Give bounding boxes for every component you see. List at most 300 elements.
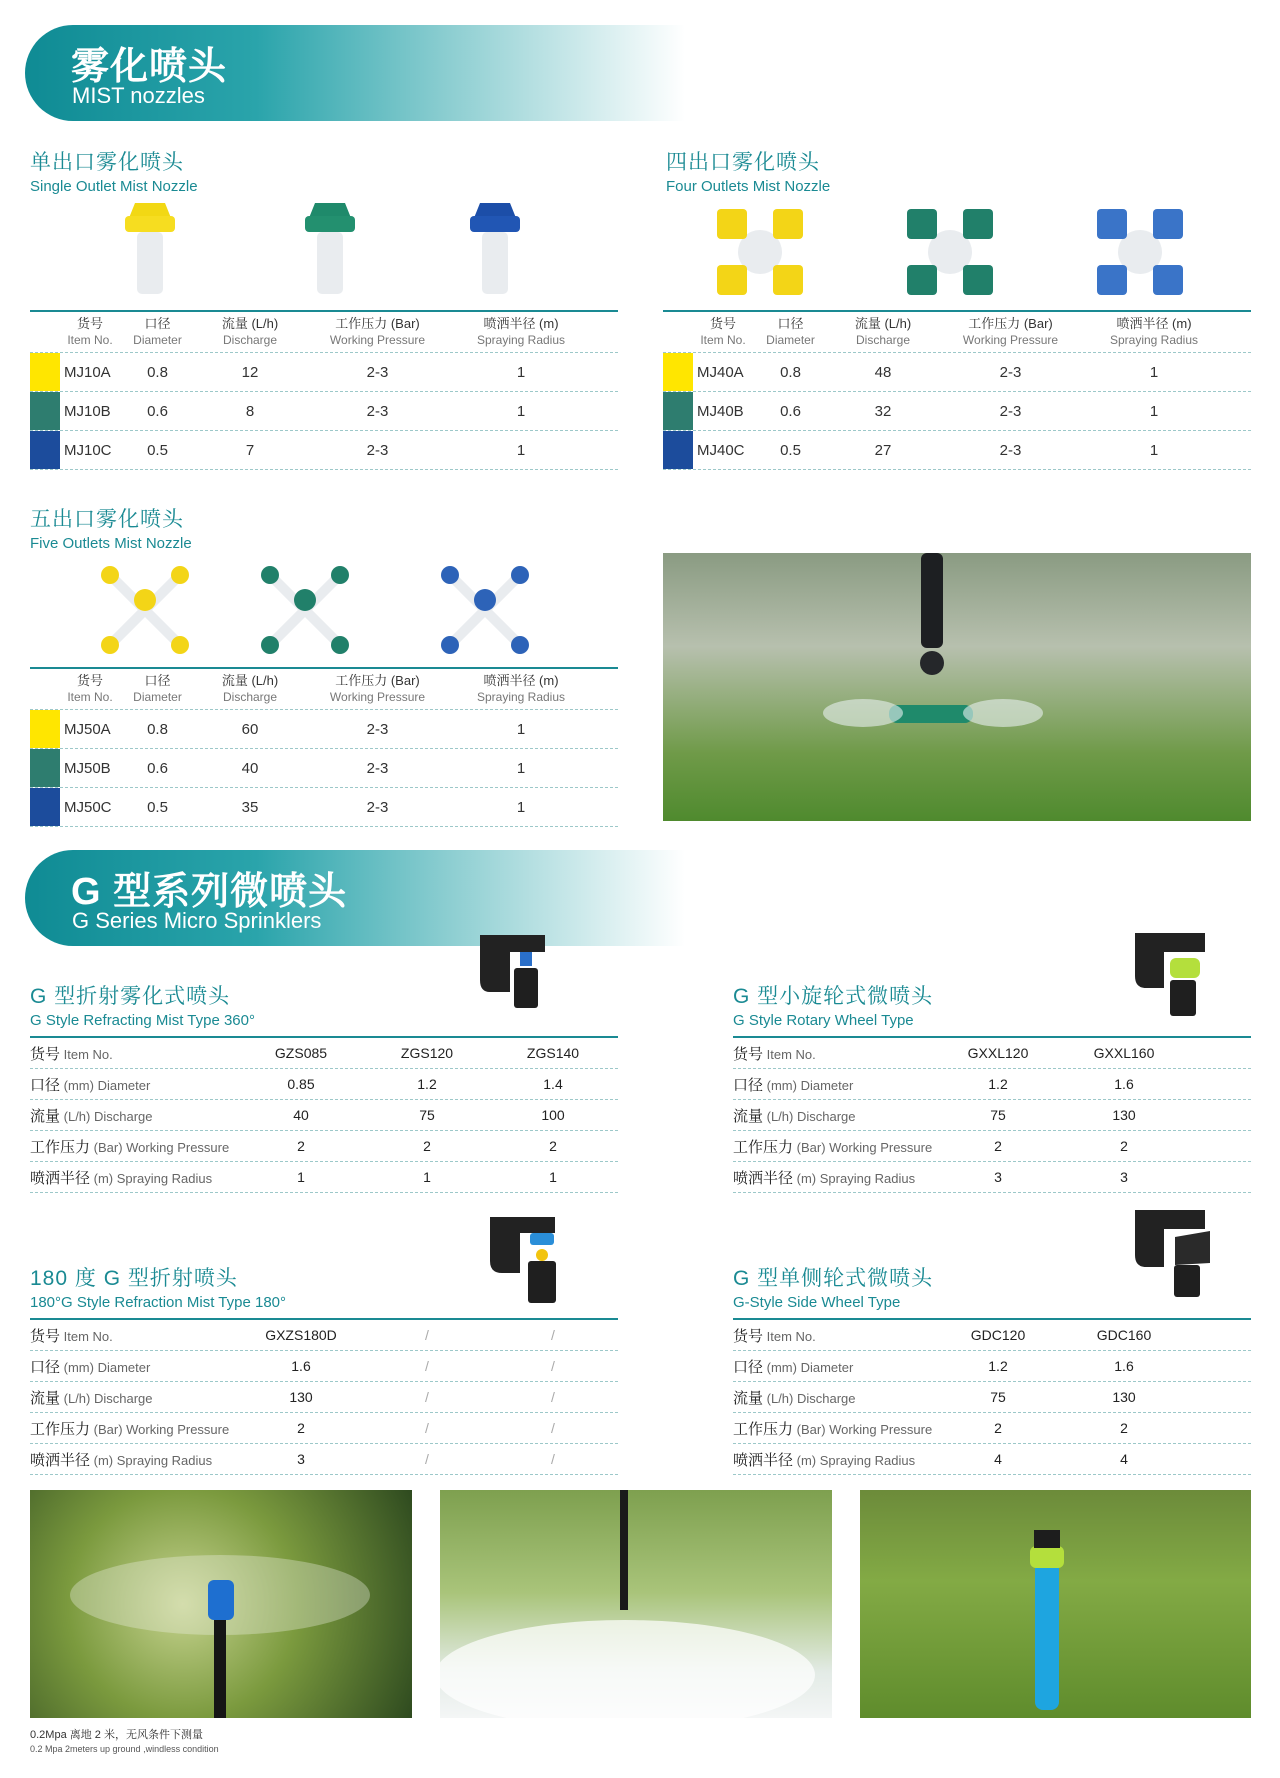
cell-pressure: 2-3 — [366, 363, 389, 381]
lawn-sprinkler-photo — [860, 1490, 1251, 1718]
spec-value: 40 — [293, 1107, 309, 1123]
spec-row — [30, 1444, 618, 1475]
spec-value: / — [551, 1420, 555, 1436]
table-header — [663, 310, 1251, 353]
spec-value: 1.4 — [543, 1076, 563, 1092]
table-row — [30, 392, 618, 431]
column-header — [305, 312, 450, 352]
g-refracting-sprinkler-image — [470, 930, 560, 1020]
spec-label-cn: 口径 — [30, 1076, 61, 1094]
banner-title-cn: 雾化喷头 — [71, 46, 228, 88]
spec-label — [733, 1325, 935, 1346]
spec-row — [733, 1382, 1251, 1413]
column-header-en: Item No. — [700, 333, 746, 347]
spec-value: 75 — [990, 1107, 1006, 1123]
spec-label-en: (L/h) Discharge — [63, 1390, 153, 1406]
spec-value: GXXL160 — [1093, 1045, 1155, 1061]
g-refracting-360-title — [30, 980, 255, 1029]
spec-value: 0.85 — [287, 1076, 315, 1092]
spec-value: 2 — [423, 1138, 431, 1154]
g-refraction-180-sprinkler-image — [480, 1205, 570, 1310]
column-header — [195, 312, 305, 352]
single-outlet-nozzle-images — [95, 198, 555, 303]
cell-discharge: 8 — [245, 402, 255, 420]
column-header — [120, 312, 195, 352]
cell-pressure: 2-3 — [999, 363, 1022, 381]
spec-row — [733, 1318, 1251, 1351]
column-header — [450, 312, 592, 352]
single-outlet-title — [30, 146, 198, 195]
mist-fog-photo-art — [440, 1490, 832, 1718]
spec-value: 2 — [994, 1420, 1002, 1436]
color-swatch — [30, 710, 60, 748]
spec-label-cn: 货号 — [733, 1045, 764, 1063]
spec-value: 1 — [549, 1169, 557, 1185]
column-header-en: Spraying Radius — [1109, 333, 1199, 347]
spec-value: 2 — [1120, 1138, 1128, 1154]
section-title-en: Single Outlet Mist Nozzle — [30, 178, 198, 195]
section-title-cn: G 型单侧轮式微喷头 — [733, 1267, 934, 1290]
cell-radius: 1 — [516, 402, 526, 420]
column-header — [693, 312, 753, 352]
cell-item: MJ50C — [64, 798, 112, 816]
spec-label-en: (mm) Diameter — [63, 1077, 151, 1093]
cell-discharge: 35 — [241, 798, 259, 816]
section-title-en: G-Style Side Wheel Type — [733, 1294, 901, 1311]
cell-diameter: 0.6 — [147, 402, 168, 420]
spec-label — [733, 1136, 935, 1157]
spec-label-en: (Bar) Working Pressure — [796, 1139, 933, 1155]
spec-value: 2 — [994, 1138, 1002, 1154]
cell-item: MJ40B — [697, 402, 744, 420]
spec-row — [30, 1162, 618, 1193]
spec-row — [30, 1382, 618, 1413]
cell-pressure: 2-3 — [366, 798, 389, 816]
column-header-en: Working Pressure — [329, 690, 426, 704]
spec-label — [733, 1356, 935, 1377]
column-header-cn: 流量 (L/h) — [221, 316, 279, 331]
spec-label — [733, 1074, 935, 1095]
spec-value: 1 — [423, 1169, 431, 1185]
spec-label-cn: 工作压力 — [30, 1420, 91, 1438]
green-four-nozzle — [907, 209, 993, 295]
spec-label — [733, 1387, 935, 1408]
spec-label-en: Item No. — [766, 1046, 816, 1062]
spec-value: GXXL120 — [967, 1045, 1029, 1061]
spec-label-en: Item No. — [63, 1328, 113, 1344]
section-title-en: G Style Refracting Mist Type 360° — [30, 1012, 255, 1029]
spec-label-cn: 流量 — [30, 1389, 61, 1407]
cell-diameter: 0.8 — [147, 720, 168, 738]
spec-label-cn: 工作压力 — [30, 1138, 91, 1156]
cell-pressure: 2-3 — [366, 402, 389, 420]
cell-radius: 1 — [516, 441, 526, 459]
section-title-cn: 180 度 G 型折射喷头 — [30, 1267, 238, 1290]
spec-value: GXZS180D — [265, 1327, 337, 1343]
cell-diameter: 0.8 — [147, 363, 168, 381]
blue-five-nozzle — [441, 566, 529, 654]
g-refraction-180-title — [30, 1262, 286, 1311]
column-header — [828, 312, 938, 352]
spec-value: 1 — [297, 1169, 305, 1185]
color-swatch — [30, 431, 60, 469]
cell-item: MJ50A — [64, 720, 111, 738]
column-header-cn: 货号 — [709, 316, 736, 331]
spec-value: 100 — [541, 1107, 565, 1123]
cell-pressure: 2-3 — [366, 720, 389, 738]
yellow-four-nozzle — [717, 209, 803, 295]
spec-label-en: (mm) Diameter — [766, 1359, 854, 1375]
g-side-wheel-table — [733, 1318, 1251, 1475]
banner-title-en: MIST nozzles — [72, 83, 205, 108]
column-header-en: Spraying Radius — [476, 690, 566, 704]
table-row — [30, 431, 618, 470]
column-header-en: Discharge — [855, 333, 911, 347]
g-rotary-sprinkler-image — [1130, 928, 1220, 1020]
column-header-cn: 货号 — [76, 316, 103, 331]
single-outlet-table — [30, 310, 618, 470]
spec-label-cn: 货号 — [733, 1327, 764, 1345]
spec-value: 4 — [994, 1451, 1002, 1467]
spec-row — [733, 1413, 1251, 1444]
spec-label-en: (mm) Diameter — [766, 1077, 854, 1093]
spec-value: 75 — [419, 1107, 435, 1123]
table-row — [663, 431, 1251, 470]
spec-label — [733, 1167, 935, 1188]
spec-label-en: (m) Spraying Radius — [796, 1452, 916, 1468]
table-row — [30, 749, 618, 788]
cell-discharge: 48 — [874, 363, 892, 381]
cell-discharge: 12 — [241, 363, 259, 381]
spec-value: GDC160 — [1096, 1327, 1152, 1343]
mist-nozzles-banner — [25, 25, 685, 121]
column-header — [60, 312, 120, 352]
spec-row — [30, 1131, 618, 1162]
column-header — [753, 312, 828, 352]
spec-value: / — [551, 1327, 555, 1343]
table-row — [663, 353, 1251, 392]
spec-label-en: (mm) Diameter — [63, 1359, 151, 1375]
cell-item: MJ10B — [64, 402, 111, 420]
spec-value: 2 — [549, 1138, 557, 1154]
spec-label-en: (L/h) Discharge — [63, 1108, 153, 1124]
five-outlets-title — [30, 503, 192, 552]
spec-label-en: (Bar) Working Pressure — [93, 1139, 230, 1155]
color-swatch — [30, 749, 60, 787]
spec-value: GZS085 — [274, 1045, 328, 1061]
spec-value: ZGS140 — [526, 1045, 580, 1061]
column-header-cn: 喷洒半径 (m) — [483, 316, 559, 331]
note-cn: 0.2Mpa 离地 2 米，无风条件下测量 — [30, 1729, 203, 1741]
spec-value: GDC120 — [970, 1327, 1026, 1343]
spec-label — [733, 1105, 935, 1126]
cell-diameter: 0.8 — [780, 363, 801, 381]
color-swatch — [30, 353, 60, 391]
g-side-wheel-sprinkler-image — [1130, 1205, 1220, 1305]
column-header-en: Working Pressure — [329, 333, 426, 347]
cell-discharge: 60 — [241, 720, 259, 738]
section-title-cn: G 型折射雾化式喷头 — [30, 985, 231, 1008]
section-title-cn: 五出口雾化喷头 — [30, 508, 184, 531]
mist-spray-photo — [663, 553, 1251, 821]
sprinkler-plants-photo — [30, 1490, 412, 1718]
section-title-cn: G 型小旋轮式微喷头 — [733, 985, 934, 1008]
column-header — [60, 669, 120, 709]
spec-value: / — [425, 1327, 429, 1343]
spec-value: / — [425, 1389, 429, 1405]
column-header — [195, 669, 305, 709]
yellow-single-nozzle — [125, 203, 175, 294]
yellow-five-nozzle — [101, 566, 189, 654]
spec-label — [30, 1136, 238, 1157]
table-row — [30, 710, 618, 749]
spec-row — [30, 1318, 618, 1351]
blue-single-nozzle — [470, 203, 520, 294]
spec-value: 2 — [297, 1138, 305, 1154]
spec-value: 75 — [990, 1389, 1006, 1405]
column-header-en: Diameter — [133, 690, 182, 704]
column-header-cn: 喷洒半径 (m) — [1116, 316, 1192, 331]
spec-label — [30, 1043, 238, 1064]
color-swatch — [663, 392, 693, 430]
four-outlets-table — [663, 310, 1251, 470]
spec-label-en: Item No. — [63, 1046, 113, 1062]
spec-value: 1.6 — [291, 1358, 311, 1374]
spec-value: 4 — [1120, 1451, 1128, 1467]
column-header-cn: 口径 — [144, 673, 171, 688]
spec-label — [733, 1418, 935, 1439]
table-row — [30, 788, 618, 827]
table-header — [30, 310, 618, 353]
spec-value: 2 — [297, 1420, 305, 1436]
column-header-en: Diameter — [766, 333, 815, 347]
g-refracting-360-table — [30, 1036, 618, 1193]
spec-label-cn: 喷洒半径 — [30, 1169, 91, 1187]
spec-row — [30, 1100, 618, 1131]
cell-pressure: 2-3 — [999, 441, 1022, 459]
green-five-nozzle — [261, 566, 349, 654]
spec-value: 1.2 — [417, 1076, 437, 1092]
cell-radius: 1 — [516, 720, 526, 738]
column-header-en: Diameter — [133, 333, 182, 347]
five-outlet-nozzle-images — [90, 555, 550, 660]
spec-value: ZGS120 — [400, 1045, 454, 1061]
cell-diameter: 0.6 — [780, 402, 801, 420]
sprinkler-plants-photo-art — [30, 1490, 412, 1718]
spec-label-cn: 口径 — [733, 1358, 764, 1376]
banner-title-cn: G 型系列微喷头 — [71, 871, 348, 913]
cell-discharge: 40 — [241, 759, 259, 777]
column-header-cn: 工作压力 (Bar) — [335, 673, 420, 688]
spec-label-en: (L/h) Discharge — [766, 1108, 856, 1124]
spec-label-en: Item No. — [766, 1328, 816, 1344]
spec-value: / — [425, 1420, 429, 1436]
column-header — [938, 312, 1083, 352]
five-outlets-table — [30, 667, 618, 827]
cell-pressure: 2-3 — [366, 441, 389, 459]
column-header-cn: 流量 (L/h) — [854, 316, 912, 331]
spec-label — [30, 1418, 238, 1439]
spec-label — [733, 1449, 935, 1470]
column-header — [1083, 312, 1225, 352]
cell-pressure: 2-3 — [999, 402, 1022, 420]
spec-label — [30, 1074, 238, 1095]
section-title-en: G Style Rotary Wheel Type — [733, 1012, 914, 1029]
blue-four-nozzle — [1097, 209, 1183, 295]
spec-value: / — [425, 1451, 429, 1467]
spec-label-cn: 流量 — [733, 1389, 764, 1407]
cell-diameter: 0.5 — [147, 798, 168, 816]
table-header — [30, 667, 618, 710]
spec-row — [733, 1162, 1251, 1193]
spec-value: / — [551, 1451, 555, 1467]
lawn-sprinkler-photo-art — [860, 1490, 1251, 1718]
cell-item: MJ40A — [697, 363, 744, 381]
cell-diameter: 0.5 — [780, 441, 801, 459]
spec-label-en: (L/h) Discharge — [766, 1390, 856, 1406]
spec-label — [733, 1043, 935, 1064]
spec-label-cn: 喷洒半径 — [30, 1451, 91, 1469]
column-header-cn: 喷洒半径 (m) — [483, 673, 559, 688]
spec-value: 3 — [297, 1451, 305, 1467]
mist-spray-photo-art — [663, 553, 1251, 821]
column-header-cn: 工作压力 (Bar) — [335, 316, 420, 331]
spec-value: 3 — [994, 1169, 1002, 1185]
color-swatch — [30, 392, 60, 430]
cell-discharge: 27 — [874, 441, 892, 459]
table-row — [30, 353, 618, 392]
table-row — [663, 392, 1251, 431]
column-header-cn: 工作压力 (Bar) — [968, 316, 1053, 331]
color-swatch — [30, 788, 60, 826]
spec-value: / — [551, 1389, 555, 1405]
spec-value: 1.6 — [1114, 1358, 1134, 1374]
spec-value: 130 — [1112, 1389, 1136, 1405]
spec-row — [30, 1069, 618, 1100]
green-single-nozzle — [305, 203, 355, 294]
column-header — [450, 669, 592, 709]
spec-label — [30, 1356, 238, 1377]
note-en: 0.2 Mpa 2meters up ground ,windless condition — [30, 1744, 219, 1754]
spec-label-en: (m) Spraying Radius — [93, 1452, 213, 1468]
cell-item: MJ50B — [64, 759, 111, 777]
g-refraction-180-table — [30, 1318, 618, 1475]
spec-label — [30, 1325, 238, 1346]
spec-label-en: (m) Spraying Radius — [93, 1170, 213, 1186]
spec-value: / — [425, 1358, 429, 1374]
spec-label — [30, 1449, 238, 1470]
column-header-cn: 口径 — [777, 316, 804, 331]
cell-item: MJ10A — [64, 363, 111, 381]
column-header — [120, 669, 195, 709]
cell-radius: 1 — [516, 363, 526, 381]
spec-value: 1.6 — [1114, 1076, 1134, 1092]
section-title-en: Five Outlets Mist Nozzle — [30, 535, 192, 552]
spec-value: 2 — [1120, 1420, 1128, 1436]
spec-row — [733, 1351, 1251, 1382]
section-title-cn: 单出口雾化喷头 — [30, 151, 184, 174]
banner-title-en: G Series Micro Sprinklers — [72, 908, 322, 933]
four-outlets-title — [666, 146, 830, 195]
column-header-en: Discharge — [222, 690, 278, 704]
section-title-cn: 四出口雾化喷头 — [666, 151, 820, 174]
spec-row — [733, 1444, 1251, 1475]
cell-discharge: 7 — [245, 441, 255, 459]
g-rotary-wheel-table — [733, 1036, 1251, 1193]
column-header-en: Working Pressure — [962, 333, 1059, 347]
spec-label-cn: 货号 — [30, 1045, 61, 1063]
spec-label-cn: 货号 — [30, 1327, 61, 1345]
cell-radius: 1 — [1149, 402, 1159, 420]
spec-row — [733, 1036, 1251, 1069]
spec-label-cn: 工作压力 — [733, 1420, 794, 1438]
spec-row — [733, 1069, 1251, 1100]
cell-diameter: 0.5 — [147, 441, 168, 459]
spec-label-cn: 喷洒半径 — [733, 1451, 794, 1469]
column-header-en: Item No. — [67, 690, 113, 704]
spec-value: 3 — [1120, 1169, 1128, 1185]
g-side-wheel-title — [733, 1262, 933, 1311]
spec-label-en: (m) Spraying Radius — [796, 1170, 916, 1186]
spec-label — [30, 1105, 238, 1126]
section-title-en: 180°G Style Refraction Mist Type 180° — [30, 1294, 287, 1311]
cell-radius: 1 — [516, 759, 526, 777]
cell-radius: 1 — [1149, 441, 1159, 459]
four-outlet-nozzle-images — [710, 202, 1210, 302]
spec-label-cn: 喷洒半径 — [733, 1169, 794, 1187]
cell-item: MJ10C — [64, 441, 112, 459]
cell-discharge: 32 — [874, 402, 892, 420]
spec-label-cn: 流量 — [30, 1107, 61, 1125]
spec-row — [30, 1036, 618, 1069]
spec-label-cn: 口径 — [30, 1358, 61, 1376]
column-header-cn: 口径 — [144, 316, 171, 331]
spec-label — [30, 1167, 238, 1188]
spec-row — [733, 1131, 1251, 1162]
mist-fog-photo — [440, 1490, 832, 1718]
spec-label-en: (Bar) Working Pressure — [93, 1421, 230, 1437]
spec-row — [30, 1413, 618, 1444]
cell-pressure: 2-3 — [366, 759, 389, 777]
cell-diameter: 0.6 — [147, 759, 168, 777]
spec-label-cn: 工作压力 — [733, 1138, 794, 1156]
spec-value: 130 — [289, 1389, 313, 1405]
column-header-cn: 货号 — [76, 673, 103, 688]
column-header-en: Spraying Radius — [476, 333, 566, 347]
spec-label-cn: 口径 — [733, 1076, 764, 1094]
cell-item: MJ40C — [697, 441, 745, 459]
cell-radius: 1 — [516, 798, 526, 816]
column-header-en: Item No. — [67, 333, 113, 347]
cell-radius: 1 — [1149, 363, 1159, 381]
column-header — [305, 669, 450, 709]
g-rotary-wheel-title — [733, 980, 933, 1029]
spec-row — [30, 1351, 618, 1382]
spec-label-en: (Bar) Working Pressure — [796, 1421, 933, 1437]
spec-label — [30, 1387, 238, 1408]
spec-value: / — [551, 1358, 555, 1374]
column-header-cn: 流量 (L/h) — [221, 673, 279, 688]
color-swatch — [663, 353, 693, 391]
spec-row — [733, 1100, 1251, 1131]
test-condition-note — [30, 1726, 219, 1754]
spec-value: 1.2 — [988, 1358, 1008, 1374]
g-series-banner — [25, 850, 685, 946]
spec-value: 1.2 — [988, 1076, 1008, 1092]
color-swatch — [663, 431, 693, 469]
section-title-en: Four Outlets Mist Nozzle — [666, 178, 831, 195]
spec-value: 130 — [1112, 1107, 1136, 1123]
